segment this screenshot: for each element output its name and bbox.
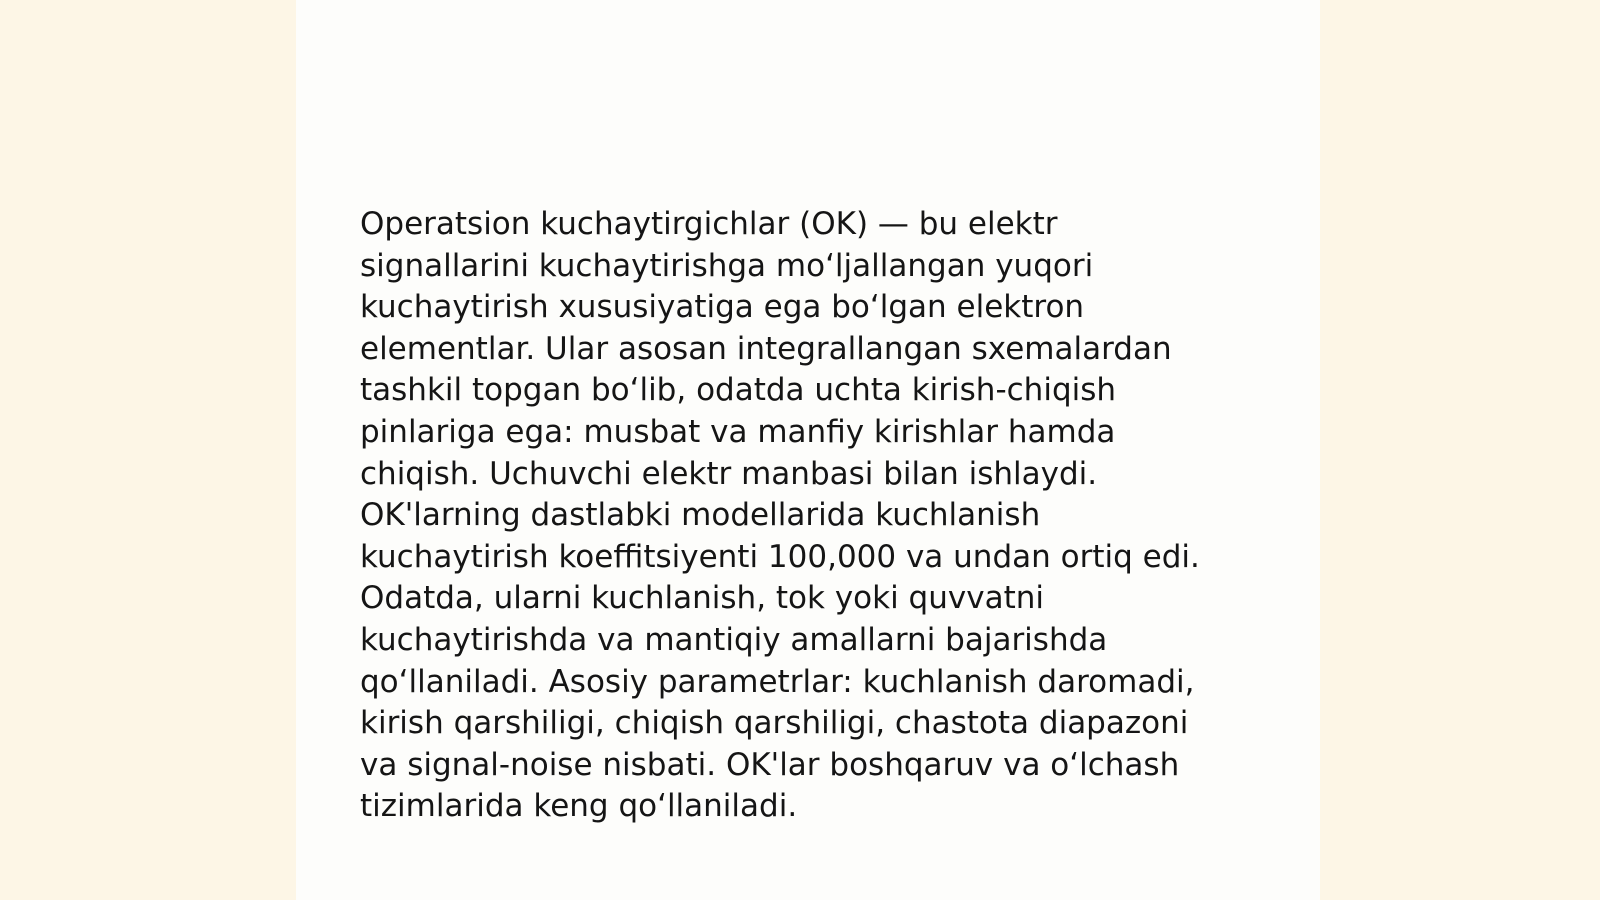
text-line: qoʻllaniladi. Asosiy parametrlar: kuchlanish daromadi, xyxy=(360,663,1195,700)
text-line: kuchaytirish koeffitsiyenti 100,000 va undan ortiq edi. xyxy=(360,538,1200,575)
text-line: pinlariga ega: musbat va manfiy kirishlar hamda xyxy=(360,413,1116,450)
text-line: kirish qarshiligi, chiqish qarshiligi, chastota diapazoni xyxy=(360,705,1189,742)
text-line: OK'larning dastlabki modellarida kuchlanish xyxy=(360,497,1041,534)
text-line: tizimlarida keng qoʻllaniladi. xyxy=(360,788,798,825)
text-line: chiqish. Uchuvchi elektr manbasi bilan ishlaydi. xyxy=(360,455,1098,492)
body-paragraph xyxy=(360,204,1260,828)
document-page xyxy=(296,0,1320,900)
text-line: va signal-noise nisbati. OK'lar boshqaruv va oʻlchash xyxy=(360,746,1180,783)
text-line: Operatsion kuchaytirgichlar (OK) — bu elektr xyxy=(360,206,1058,242)
text-line: tashkil topgan boʻlib, odatda uchta kirish-chiqish xyxy=(360,372,1117,409)
text-line: signallarini kuchaytirishga moʻljallangan yuqori xyxy=(360,247,1094,284)
text-line: kuchaytirishda va mantiqiy amallarni bajarishda xyxy=(360,621,1108,658)
text-line: kuchaytirish xususiyatiga ega boʻlgan elektron xyxy=(360,289,1085,326)
text-line: elementlar. Ular asosan integrallangan sxemalardan xyxy=(360,330,1172,367)
text-line: Odatda, ularni kuchlanish, tok yoki quvvatni xyxy=(360,580,1044,617)
